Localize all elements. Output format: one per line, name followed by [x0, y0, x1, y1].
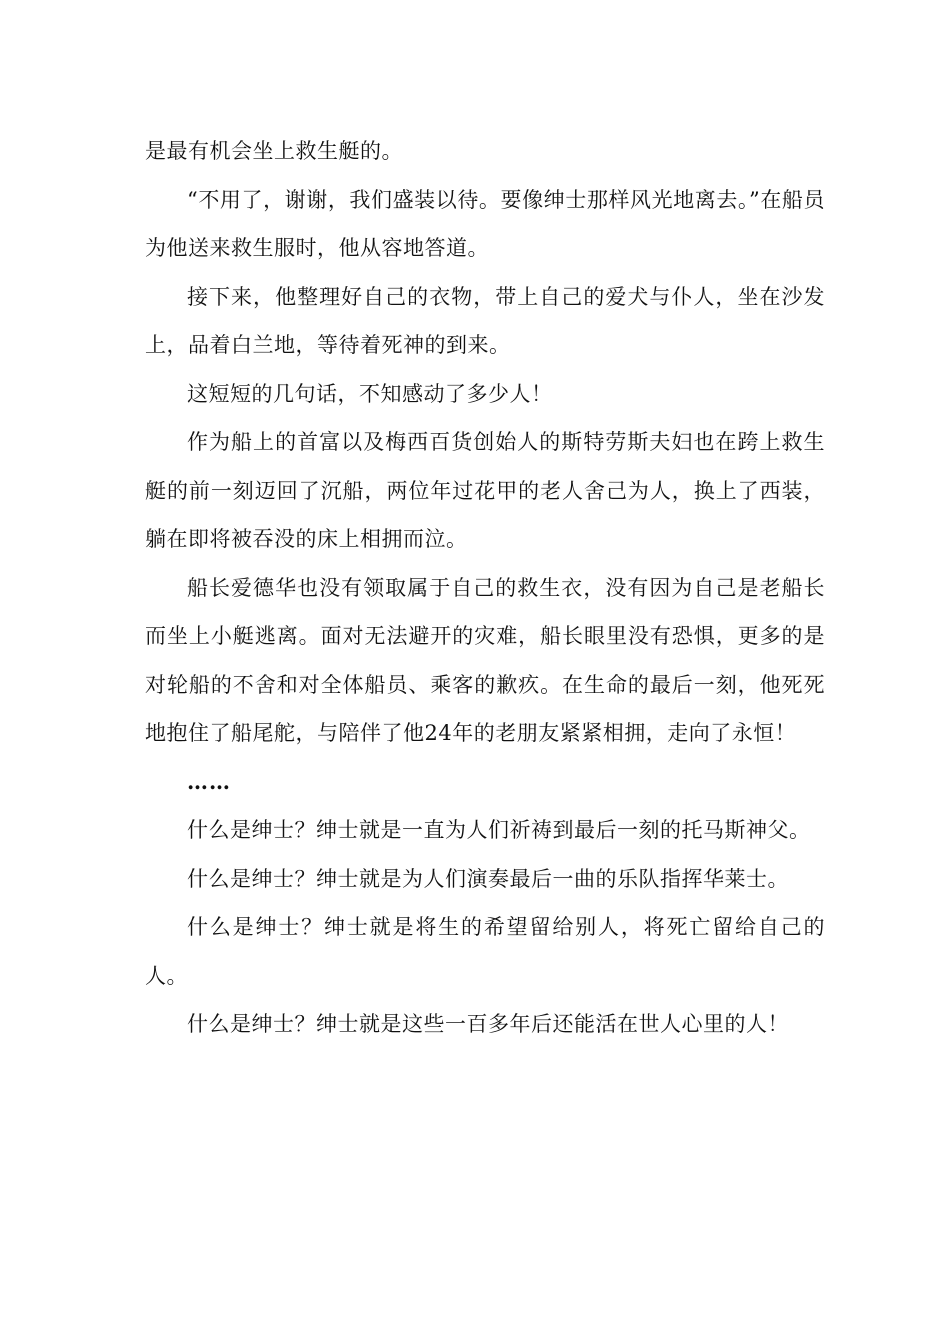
paragraph-quote: “不用了，谢谢，我们盛装以待。要像绅士那样风光地离去。”在船员为他送来救生服时，他从容地答道。 [145, 187, 825, 260]
document-page [145, 127, 825, 1049]
paragraph: 船长爱德华也没有领取属于自己的救生衣，没有因为自己是老船长而坐上小艇逃离。面对无法避开的灾难，船长眼里没有恐惧，更多的是对轮船的不舍和对全体船员、乘客的歉疚。在生命的最后一刻，他死死地抱住了船尾舵，与陪伴了他24年的老朋友紧紧相拥，走向了永恒！ [145, 575, 825, 745]
paragraph: 什么是绅士？绅士就是一直为人们祈祷到最后一刻的托马斯神父。 [187, 818, 811, 842]
paragraph: 什么是绅士？绅士就是为人们演奏最后一曲的乐队指挥华莱士。 [187, 866, 789, 891]
paragraph: 什么是绅士？绅士就是这些一百多年后还能活在世人心里的人！ [187, 1012, 789, 1036]
paragraph: 接下来，他整理好自己的衣物，带上自己的爱犬与仆人，坐在沙发上，品着白兰地，等待着死神的到来。 [145, 284, 825, 357]
paragraph: 这短短的几句话，不知感动了多少人！ [187, 381, 553, 406]
paragraph-continuation: 是最有机会坐上救生艇的。 [145, 139, 403, 163]
paragraph: 作为船上的首富以及梅西百货创始人的斯特劳斯夫妇也在跨上救生艇的前一刻迈回了沉船，两位年过花甲的老人舍己为人，换上了西装，躺在即将被吞没的床上相拥而泣。 [145, 430, 825, 551]
ellipsis-separator: …… [187, 768, 231, 794]
paragraph: 什么是绅士？绅士就是将生的希望留给别人，将死亡留给自己的人。 [145, 915, 825, 988]
